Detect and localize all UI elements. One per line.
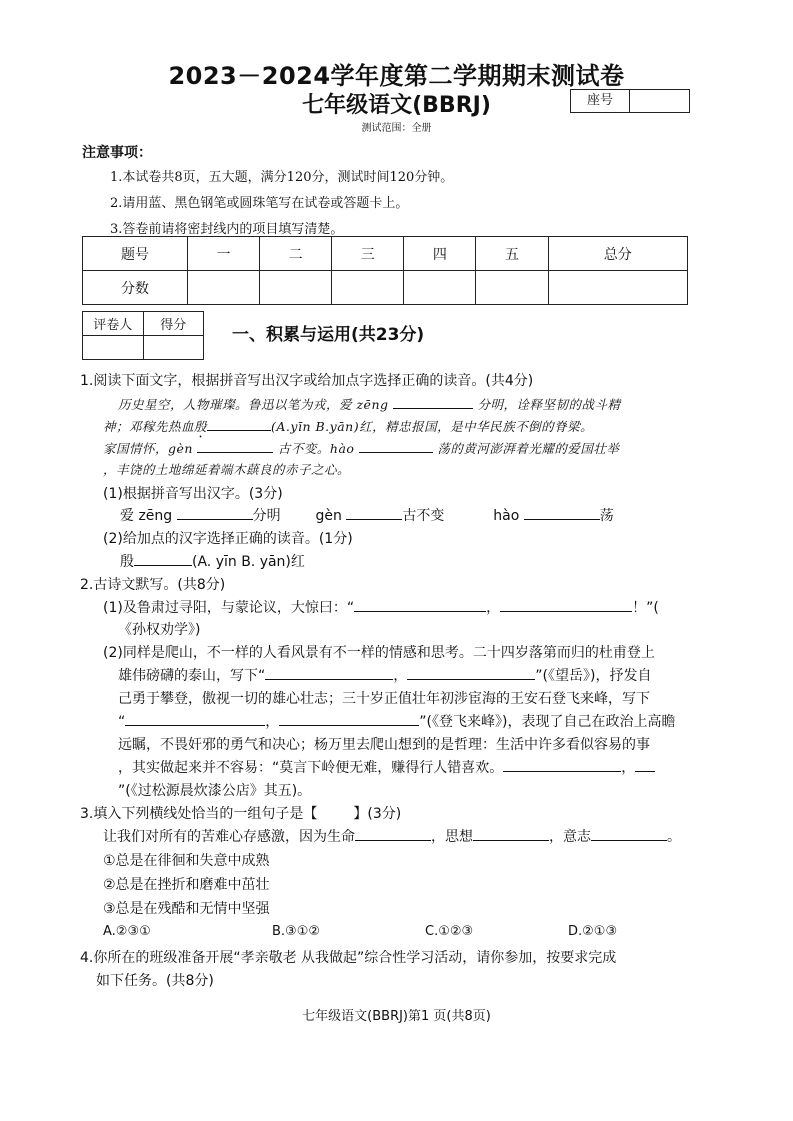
q1-passage-line: ，丰饶的土地绵延着端木蕻良的赤子之心。 [103,462,351,477]
q3-stem-text: 3.填入下列横线处恰当的一组句子是【 [80,806,318,822]
notice-item: 3.答卷前请将密封线内的项目填写清楚。 [110,222,344,237]
exam-title-line1: 2023－2024学年度第二学期期末测试卷 [168,62,625,90]
score-header-cell: 五 [476,237,548,271]
answer-blank[interactable] [473,826,549,841]
q2-text: ， [265,714,280,730]
q2-line: (2)同样是爬山，不一样的人看风景有不一样的情感和思考。二十四岁落第而归的杜甫登上 [103,645,655,661]
answer-blank[interactable] [635,757,655,772]
answer-suffix: 古不变 [402,508,445,524]
q3-option: ①总是在徘徊和失意中成熟 [103,853,270,869]
q2-line [118,665,651,685]
reading-options: (A. yīn B. yān)红 [192,554,305,570]
notice-item: 2.请用蓝、黑色钢笔或圆珠笔写在试卷或答题卡上。 [110,196,409,211]
page-footer: 七年级语文(BBRJ)第1 页(共8页) [302,1009,491,1024]
grader-score-cell[interactable] [143,336,204,360]
answer-blank[interactable] [279,711,419,726]
q1-passage-line [118,394,621,413]
answer-suffix: 荡 [599,508,614,524]
character-label: 殷 [120,554,134,570]
seat-number-field[interactable] [630,90,689,112]
q1-passage-line [103,438,619,457]
section-title: 一、积累与运用(共23分) [232,325,425,345]
q1-passage-text: 古不变。hào [277,441,355,456]
q3-text: 。 [667,829,681,845]
q2-text: ， [486,600,501,616]
answer-blank[interactable] [134,551,192,566]
test-range: 测试范围：全册 [361,123,432,134]
q1-passage-text: 历史星空，人物璀璨。鲁迅以笔为戎，爱 zēng [118,397,389,412]
score-cell[interactable] [188,271,260,305]
score-header-cell: 题号 [83,237,188,271]
q2-text: ”(《望岳》)，抒发自 [535,668,652,684]
answer-blank[interactable] [524,505,600,520]
q3-stem [80,803,401,823]
answer-blank[interactable] [359,438,433,453]
q3-choice-c[interactable]: C.①②③ [425,924,474,939]
answer-blank[interactable] [393,394,473,409]
score-table-score-row [83,271,688,305]
notice-heading: 注意事项： [82,145,152,161]
q2-text: ，其实做起来并不容易：“莫言下岭便无难，赚得行人错喜欢。 [118,760,504,776]
q1-sub2-answer [120,551,305,571]
q3-choice-b[interactable]: B.③①② [272,924,321,939]
q2-text: ， [393,668,408,684]
q4-stem: 4.你所在的班级准备开展“孝亲敬老 从我做起”综合性学习活动，请你参加，按要求完成 [80,950,617,966]
score-header-cell: 二 [260,237,332,271]
answer-blank[interactable] [407,665,535,680]
answer-blank[interactable] [207,416,271,431]
q2-line: 远瞩，不畏奸邪的勇气和决心；杨万里去爬山想到的是哲理：生活中许多看似容易的事 [118,737,650,753]
answer-suffix: 分明 [252,508,281,524]
grader-score-label: 得分 [143,312,204,336]
q3-text: ，意志 [549,829,591,845]
q3-option: ③总是在残酷和无情中坚强 [103,901,270,917]
score-table-header-row [83,237,688,271]
q3-text: ，思想 [431,829,473,845]
score-cell[interactable] [548,271,687,305]
q1-passage-text: 神；邓稼先热血 [103,419,195,434]
pinyin-label: hào [493,508,520,524]
grader-table [82,311,204,360]
score-header-cell: 三 [332,237,404,271]
q1-passage-text: 荡的黄河澎湃着光耀的爱国壮举 [437,441,620,456]
seat-number-box [570,89,690,113]
score-row-label: 分数 [83,271,188,305]
q2-line: 《孙权劝学》) [118,622,201,638]
answer-blank[interactable] [346,505,402,520]
grader-label: 评卷人 [83,312,144,336]
q3-choice-a[interactable]: A.②③① [103,924,151,939]
score-cell[interactable] [404,271,476,305]
pinyin-label: 爱 zēng [120,508,173,524]
q2-line [118,757,655,777]
q2-text: “ [118,714,126,730]
q2-text: ， [621,760,636,776]
answer-blank[interactable] [354,597,486,612]
exam-title-line2: 七年级语文(BBRJ) [302,93,491,118]
q2-text: 雄伟磅礴的泰山，写下“ [118,668,266,684]
q4-stem-line2: 如下任务。(共8分) [96,973,214,989]
score-cell[interactable] [260,271,332,305]
score-table [82,236,688,305]
answer-blank[interactable] [197,438,273,453]
score-header-cell: 一 [188,237,260,271]
q1-passage-text: 分明，诠释坚韧的战斗精 [477,397,621,412]
score-header-cell: 总分 [548,237,687,271]
answer-blank[interactable] [500,597,632,612]
q2-line: ”(《过松源晨炊漆公店》其五)。 [118,783,312,799]
q2-line [103,597,659,617]
answer-blank[interactable] [125,711,265,726]
answer-blank[interactable] [265,665,393,680]
notice-item: 1.本试卷共8页，五大题，满分120分，测试时间120分钟。 [110,170,454,185]
q2-text: ”(《登飞来峰》)，表现了自己在政治上高瞻 [419,714,676,730]
q1-sub1: (1)根据拼音写出汉字。(3分) [103,486,283,502]
answer-blank[interactable] [503,757,621,772]
q3-line [103,826,681,846]
answer-blank[interactable] [177,505,253,520]
q2-text: (1)及鲁肃过寻阳，与蒙论议，大惊曰：“ [103,600,355,616]
q2-stem: 2.古诗文默写。(共8分) [80,577,226,593]
q1-passage-text: 家国情怀，gèn [103,441,193,456]
q1-stem: 1.阅读下面文字，根据拼音写出汉字或给加点字选择正确的读音。(共4分) [80,373,534,389]
q1-sub1-answers [120,505,614,525]
answer-blank[interactable] [591,826,667,841]
q1-passage-text: (A.yīn B.yān)红，精忠报国，是中华民族不倒的脊梁。 [271,419,594,434]
grader-cell[interactable] [83,336,144,360]
q1-sub2: (2)给加点的汉字选择正确的读音。(1分) [103,531,353,547]
q3-option: ②总是在挫折和磨难中茁壮 [103,877,270,893]
seat-number-label: 座号 [571,90,630,112]
q2-line: 己勇于攀登，傲视一切的雄心壮志；三十岁正值壮年初涉宦海的王安石登飞来峰，写下 [118,691,650,707]
pinyin-label: gèn [315,508,342,524]
answer-blank[interactable] [355,826,431,841]
score-cell[interactable] [332,271,404,305]
dotted-char: 殷 [194,419,208,434]
q2-text: ！”( [632,600,659,616]
score-header-cell: 四 [404,237,476,271]
q3-stem-text: 】(3分) [353,806,402,822]
q3-choice-d[interactable]: D.②①③ [568,924,618,939]
score-cell[interactable] [476,271,548,305]
q2-line [118,711,675,731]
q3-text: 让我们对所有的苦难心存感激，因为生命 [103,829,355,845]
